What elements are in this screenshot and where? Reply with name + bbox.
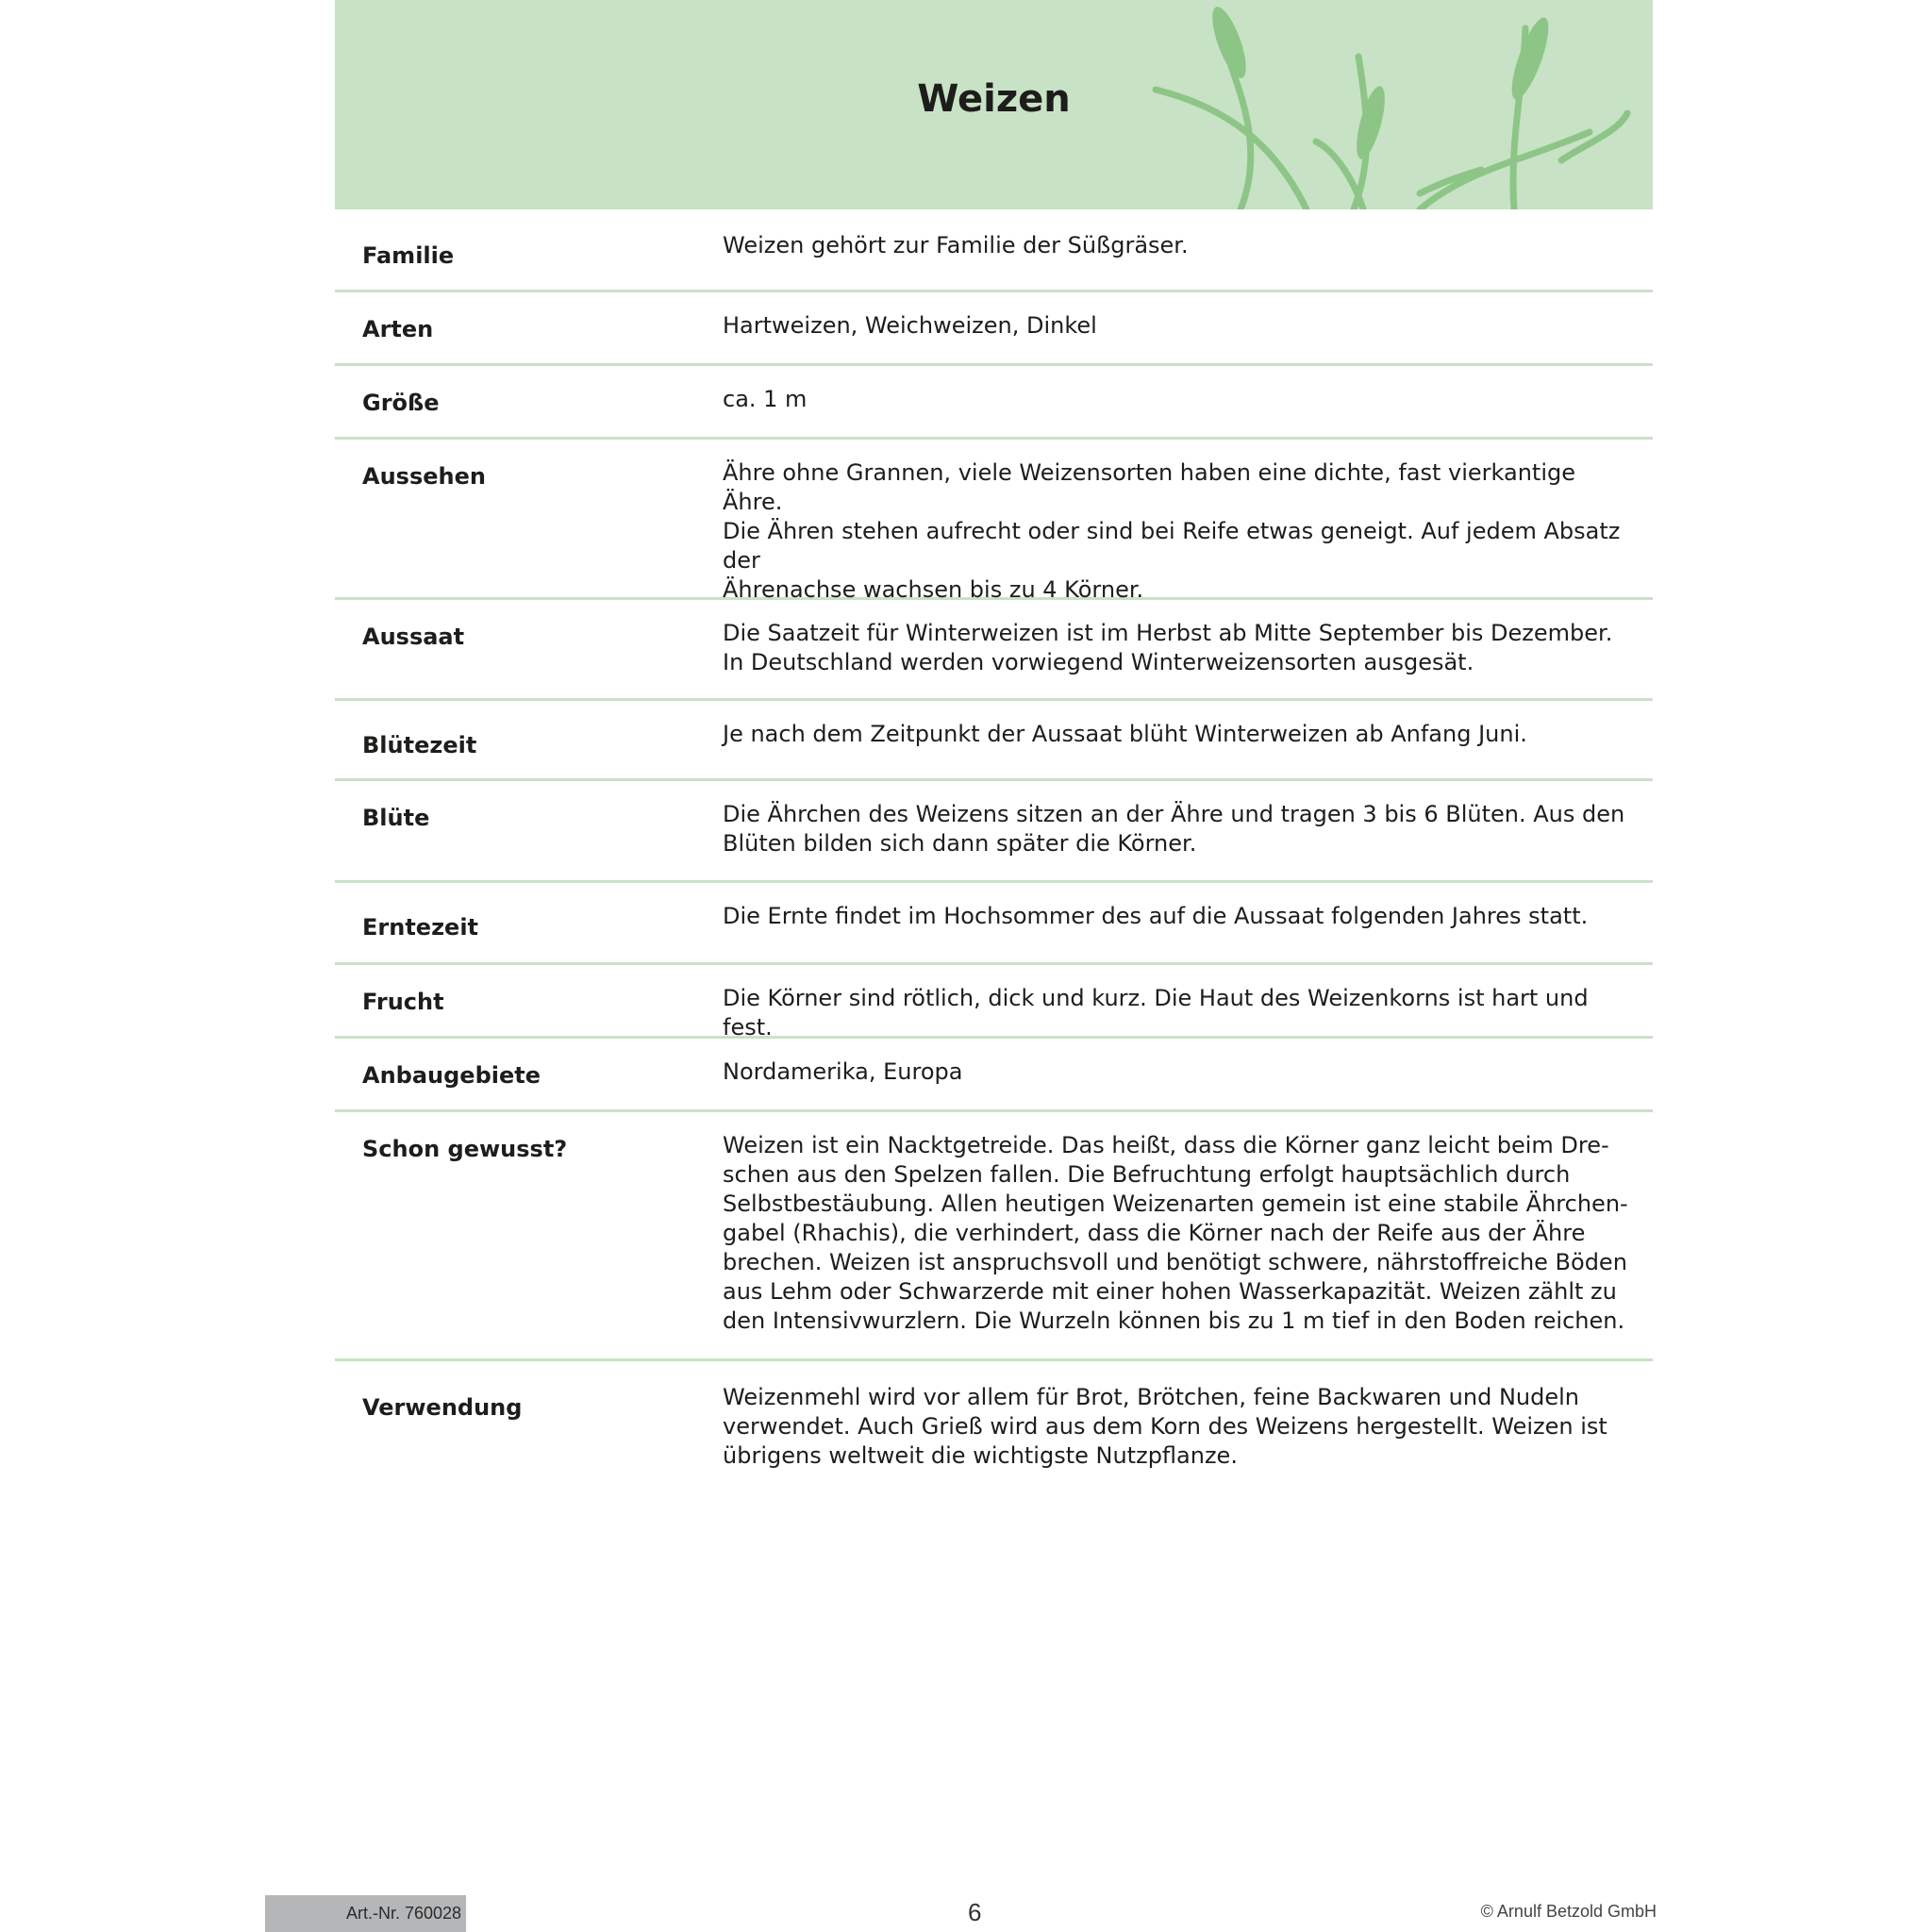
row-label: Arten — [362, 316, 434, 342]
row-label: Schon gewusst? — [362, 1136, 568, 1162]
table-row — [335, 292, 1653, 366]
table-row — [335, 366, 1653, 440]
info-table — [335, 209, 1653, 1493]
row-label: Erntezeit — [362, 914, 479, 941]
row-label: Frucht — [362, 989, 444, 1015]
page-header — [335, 0, 1653, 209]
row-value: Ähre ohne Grannen, viele Weizensorten haben eine dichte, fast vierkantige Ähre. Die Ähren stehen aufrecht oder sind bei Reife etwas geneigt. Auf jedem Absatz der Ährenachse wachsen bis zu 4 Körner. — [723, 459, 1621, 603]
row-label: Größe — [362, 390, 440, 416]
table-row — [335, 209, 1653, 292]
row-value: ca. 1 m — [723, 386, 808, 412]
table-row — [335, 1112, 1653, 1361]
table-row — [335, 1361, 1653, 1493]
row-label: Familie — [362, 242, 455, 269]
row-label: Anbaugebiete — [362, 1062, 541, 1089]
row-value: Hartweizen, Weichweizen, Dinkel — [723, 312, 1097, 339]
copyright-notice: © Arnulf Betzold GmbH — [1480, 1902, 1657, 1921]
row-value: Weizen gehört zur Familie der Süßgräser. — [723, 232, 1189, 258]
table-row — [335, 600, 1653, 701]
row-value: Weizen ist ein Nacktgetreide. Das heißt, dass die Körner ganz leicht beim Dre- schen aus den Spelzen fallen. Die Befruchtung erfolgt hauptsächlich durch Selbstbestäubung. Allen heutigen Weizenarten gemein ist eine stabile Ährchen- gabel (Rhachis), die verhindert, dass die Körner nach der Reife aus der Ähre brechen. Weizen ist anspruchsvoll und benötigt schwere, nährstoffreiche Böden aus Lehm oder Schwarzerde mit einer hohen Wasserkapazität. Weizen zählt zu den Intensivwurzlern. Die Wurzeln können bis zu 1 m tief in den Boden reichen. — [723, 1132, 1628, 1334]
article-number-badge: Art.-Nr. 760028 — [265, 1895, 466, 1932]
table-row — [335, 781, 1653, 883]
row-value: Die Körner sind rötlich, dick und kurz. Die Haut des Weizenkorns ist hart und fest. — [723, 985, 1589, 1041]
page-number: 6 — [968, 1898, 982, 1926]
row-value: Je nach dem Zeitpunkt der Aussaat blüht Winterweizen ab Anfang Juni. — [723, 721, 1527, 747]
row-label: Aussaat — [362, 624, 465, 650]
page-title: Weizen — [917, 77, 1071, 121]
table-row — [335, 440, 1653, 603]
table-row — [335, 883, 1653, 965]
row-label: Aussehen — [362, 463, 486, 490]
row-label: Blütezeit — [362, 732, 477, 758]
row-value: Die Ernte findet im Hochsommer des auf die Aussaat folgenden Jahres statt. — [723, 903, 1589, 929]
row-label: Blüte — [362, 805, 430, 831]
row-value: Die Saatzeit für Winterweizen ist im Herbst ab Mitte September bis Dezember. In Deutschland werden vorwiegend Winterweizensorten ausgesät. — [723, 620, 1613, 675]
table-row — [335, 701, 1653, 781]
row-value: Die Ährchen des Weizens sitzen an der Ähre und tragen 3 bis 6 Blüten. Aus den Blüten bilden sich dann später die Körner. — [723, 801, 1625, 857]
table-row — [335, 965, 1653, 1039]
row-value: Weizenmehl wird vor allem für Brot, Brötchen, feine Backwaren und Nudeln verwendet. Auch Grieß wird aus dem Korn des Weizens hergestellt. Weizen ist übrigens weltweit die wichtigste Nutzpflanze. — [723, 1384, 1607, 1469]
row-label: Verwendung — [362, 1394, 523, 1421]
table-row — [335, 1039, 1653, 1112]
row-value: Nordamerika, Europa — [723, 1058, 963, 1085]
